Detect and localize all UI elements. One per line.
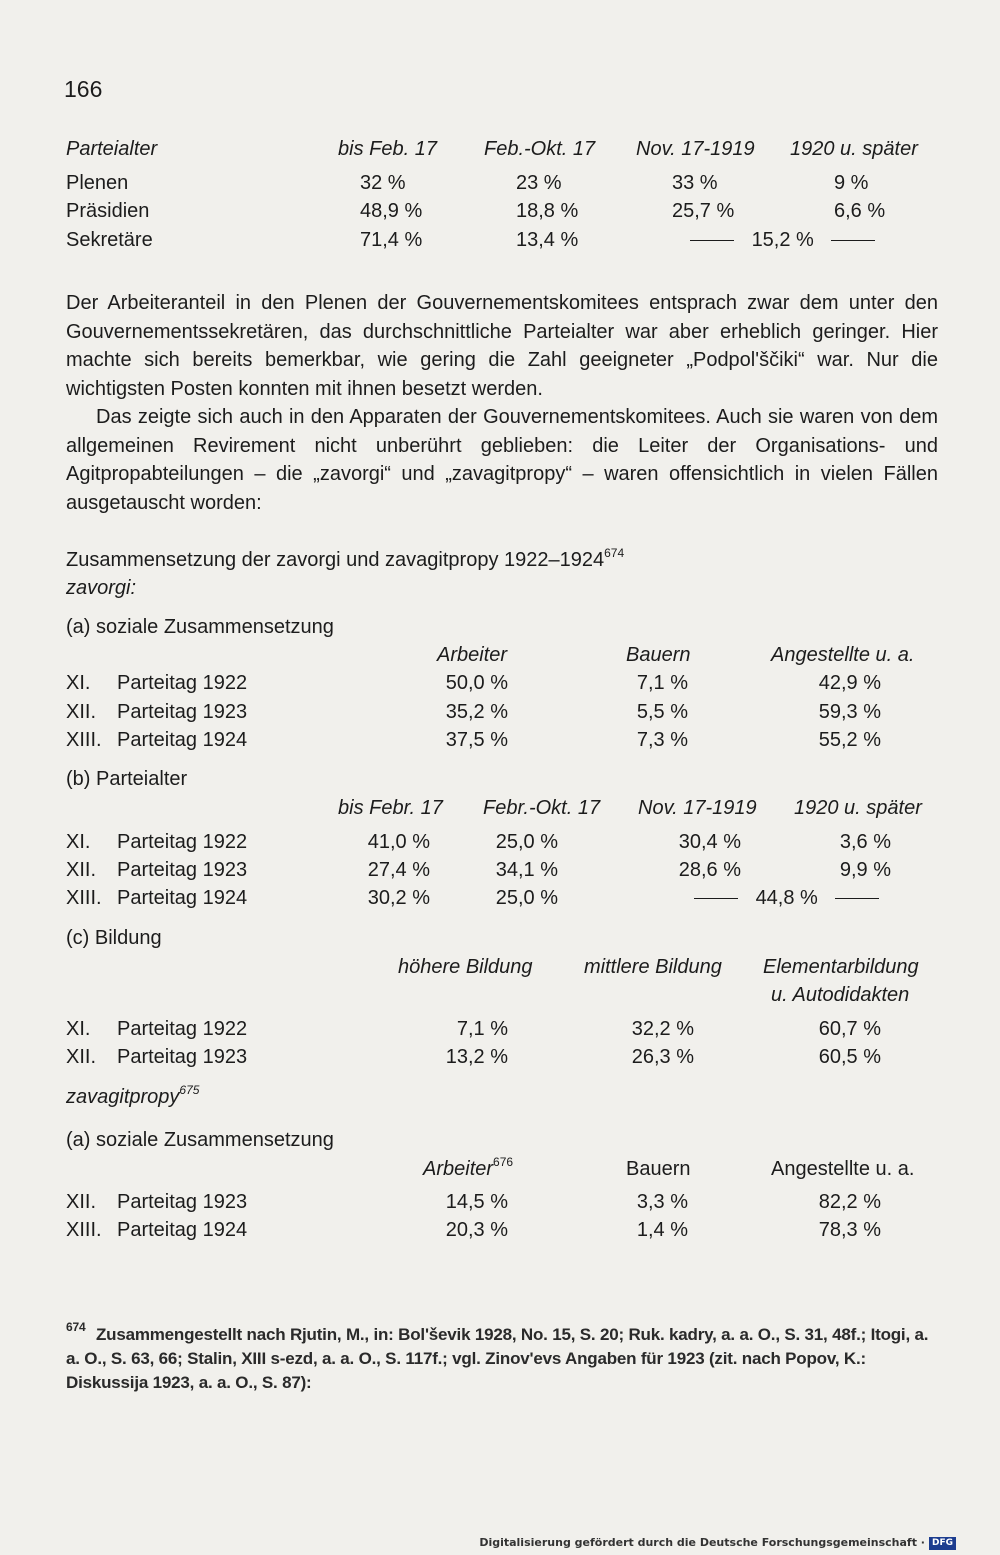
row-num: XII.	[66, 1191, 97, 1213]
column-header: bis Feb. 17	[338, 138, 437, 160]
dash-rule	[835, 898, 879, 899]
row-label: Parteitag 1923	[117, 1046, 248, 1068]
row-num: XII.	[66, 701, 97, 723]
column-header	[423, 1155, 513, 1183]
section-label-zavorgi: zavorgi:	[66, 577, 137, 599]
column-header: Nov. 17-1919	[638, 797, 757, 819]
page-number: 166	[64, 76, 103, 102]
merged-cell	[690, 226, 875, 254]
row-num: XII.	[66, 1046, 97, 1068]
column-header: Angestellte u. a.	[771, 644, 915, 666]
table-cell: 26,3 %	[631, 1046, 694, 1068]
column-header: mittlere Bildung	[584, 956, 722, 978]
table-cell: 60,7 %	[818, 1018, 881, 1040]
table-cell: 42,9 %	[818, 672, 881, 694]
table-cell: 78,3 %	[818, 1219, 881, 1241]
table-cell: 20,3 %	[445, 1219, 508, 1241]
section-label-zavagitpropy	[66, 1083, 199, 1111]
row-num: XII.	[66, 859, 97, 881]
table-cell: 5,5 %	[636, 701, 688, 723]
column-header: Nov. 17-1919	[636, 138, 755, 160]
credit-text: Digitalisierung gefördert durch die Deutsche Forschungsgemeinschaft ·	[479, 1536, 925, 1549]
table-cell: 23 %	[516, 172, 562, 194]
table-cell: 48,9 %	[360, 200, 423, 222]
table-cell: 27,4 %	[367, 859, 430, 881]
row-label: Parteitag 1922	[117, 1018, 248, 1040]
row-num: XIII.	[66, 887, 102, 909]
column-header: Angestellte u. a.	[771, 1158, 915, 1180]
table-cell: 13,2 %	[445, 1046, 508, 1068]
table-cell: 82,2 %	[818, 1191, 881, 1213]
footnote-ref: 674	[604, 546, 625, 560]
dash-rule	[831, 240, 875, 241]
subsection-label: (a) soziale Zusammensetzung	[66, 1129, 334, 1151]
merged-value: 15,2 %	[751, 229, 814, 251]
table-cell: 59,3 %	[818, 701, 881, 723]
footnote	[66, 1320, 942, 1395]
row-num: XIII.	[66, 1219, 102, 1241]
row-label: Parteitag 1924	[117, 1219, 248, 1241]
table-cell: 30,4 %	[678, 831, 741, 853]
column-header: höhere Bildung	[398, 956, 533, 978]
dash-rule	[694, 898, 738, 899]
table-cell: 35,2 %	[445, 701, 508, 723]
table-cell: 7,1 %	[636, 672, 688, 694]
row-label: Sekretäre	[66, 229, 153, 251]
subsection-label: (a) soziale Zusammensetzung	[66, 616, 334, 638]
row-num: XI.	[66, 672, 91, 694]
table-cell: 1,4 %	[636, 1219, 688, 1241]
body-paragraph: Der Arbeiteranteil in den Plenen der Gouvernementskomitees entsprach zwar dem unter den Gouvernementssekretären, das durchschnittliche Parteialter war aber erheblich geringer. Hier machte sich bereits bemerkbar, wie gering die Zahl geeigneter „Podpol'ščiki“ war. Nur die wichtigsten Posten konnten mit ihnen besetzt werden.	[66, 292, 938, 400]
table-cell: 14,5 %	[445, 1191, 508, 1213]
table-cell: 13,4 %	[516, 229, 579, 251]
table-cell: 32,2 %	[631, 1018, 694, 1040]
row-num: XI.	[66, 1018, 91, 1040]
column-header: Elementarbildung	[763, 956, 919, 978]
row-label: Parteitag 1923	[117, 1191, 248, 1213]
table-cell: 50,0 %	[445, 672, 508, 694]
column-header: Feb.-Okt. 17	[484, 138, 596, 160]
table-cell: 60,5 %	[818, 1046, 881, 1068]
table-cell: 6,6 %	[834, 200, 886, 222]
table-cell: 18,8 %	[516, 200, 579, 222]
table-title-text: Zusammensetzung der zavorgi und zavagitpropy 1922–1924	[66, 549, 605, 571]
footnote-ref: 676	[493, 1155, 514, 1169]
footnote-number: 674	[66, 1320, 86, 1334]
body-paragraph	[66, 403, 938, 517]
table-cell: 30,2 %	[367, 887, 430, 909]
table-cell: 55,2 %	[818, 729, 881, 751]
dfg-logo: DFG	[929, 1537, 956, 1550]
row-label: Parteitag 1924	[117, 729, 248, 751]
footnote-ref: 675	[179, 1083, 200, 1097]
column-header: bis Febr. 17	[338, 797, 443, 819]
subsection-label: (b) Parteialter	[66, 768, 188, 790]
row-label: Präsidien	[66, 200, 150, 222]
table-cell: 33 %	[672, 172, 718, 194]
table-cell: 3,3 %	[636, 1191, 688, 1213]
table-cell: 3,6 %	[839, 831, 891, 853]
row-label: Parteitag 1922	[117, 831, 248, 853]
row-num: XI.	[66, 831, 91, 853]
subsection-label: (c) Bildung	[66, 927, 162, 949]
table-cell: 41,0 %	[367, 831, 430, 853]
table-cell: 25,7 %	[672, 200, 735, 222]
table-cell: 28,6 %	[678, 859, 741, 881]
column-header: 1920 u. später	[790, 138, 918, 160]
table-title	[66, 546, 624, 574]
row-num: XIII.	[66, 729, 102, 751]
column-header: Bauern	[626, 1158, 691, 1180]
row-label: Parteitag 1923	[117, 859, 248, 881]
table-cell: 71,4 %	[360, 229, 423, 251]
column-header: Arbeiter	[437, 644, 508, 666]
row-label: Parteitag 1922	[117, 672, 248, 694]
section-label-text: zavagitpropy	[66, 1086, 180, 1108]
table-cell: 25,0 %	[495, 887, 558, 909]
table-cell: 32 %	[360, 172, 406, 194]
digitization-credit	[479, 1536, 956, 1550]
table-cell: 9,9 %	[839, 859, 891, 881]
merged-cell	[694, 884, 879, 912]
row-label-header: Parteialter	[66, 138, 158, 160]
table-cell: 37,5 %	[445, 729, 508, 751]
table-cell: 25,0 %	[495, 831, 558, 853]
column-header: Bauern	[626, 644, 691, 666]
row-label: Plenen	[66, 172, 129, 194]
column-header: Febr.-Okt. 17	[483, 797, 601, 819]
paragraph-text: Das zeigte sich auch in den Apparaten der Gouvernementskomitees. Auch sie waren von dem allgemeinen Revirement nicht unberührt geblieben: die Leiter der Organisations- und Agitpropabteilungen – die „zavorgi“ und „zavagitpropy“ – waren offensichtlich in vielen Fällen ausgetauscht worden:	[66, 406, 938, 514]
table-cell: 7,1 %	[456, 1018, 508, 1040]
table-cell: 34,1 %	[495, 859, 558, 881]
merged-value: 44,8 %	[755, 887, 818, 909]
row-label: Parteitag 1923	[117, 701, 248, 723]
column-header: u. Autodidakten	[771, 984, 910, 1006]
table-cell: 9 %	[834, 172, 869, 194]
dash-rule	[690, 240, 734, 241]
table-cell: 7,3 %	[636, 729, 688, 751]
column-header: 1920 u. später	[794, 797, 922, 819]
footnote-text: Zusammengestellt nach Rjutin, M., in: Bol'ševik 1928, No. 15, S. 20; Ruk. kadry, a. a. O., S. 31, 48f.; Itogi, a. a. O., S. 63, 66; Stalin, XIII s-ezd, a. a. O., S. 117f.; vgl. Zinov'evs Angaben für 1923 (zit. nach Popov, K.: Diskussija 1923, a. a. O., S. 87):	[66, 1325, 929, 1392]
row-label: Parteitag 1924	[117, 887, 248, 909]
column-header-text: Arbeiter	[423, 1158, 494, 1180]
